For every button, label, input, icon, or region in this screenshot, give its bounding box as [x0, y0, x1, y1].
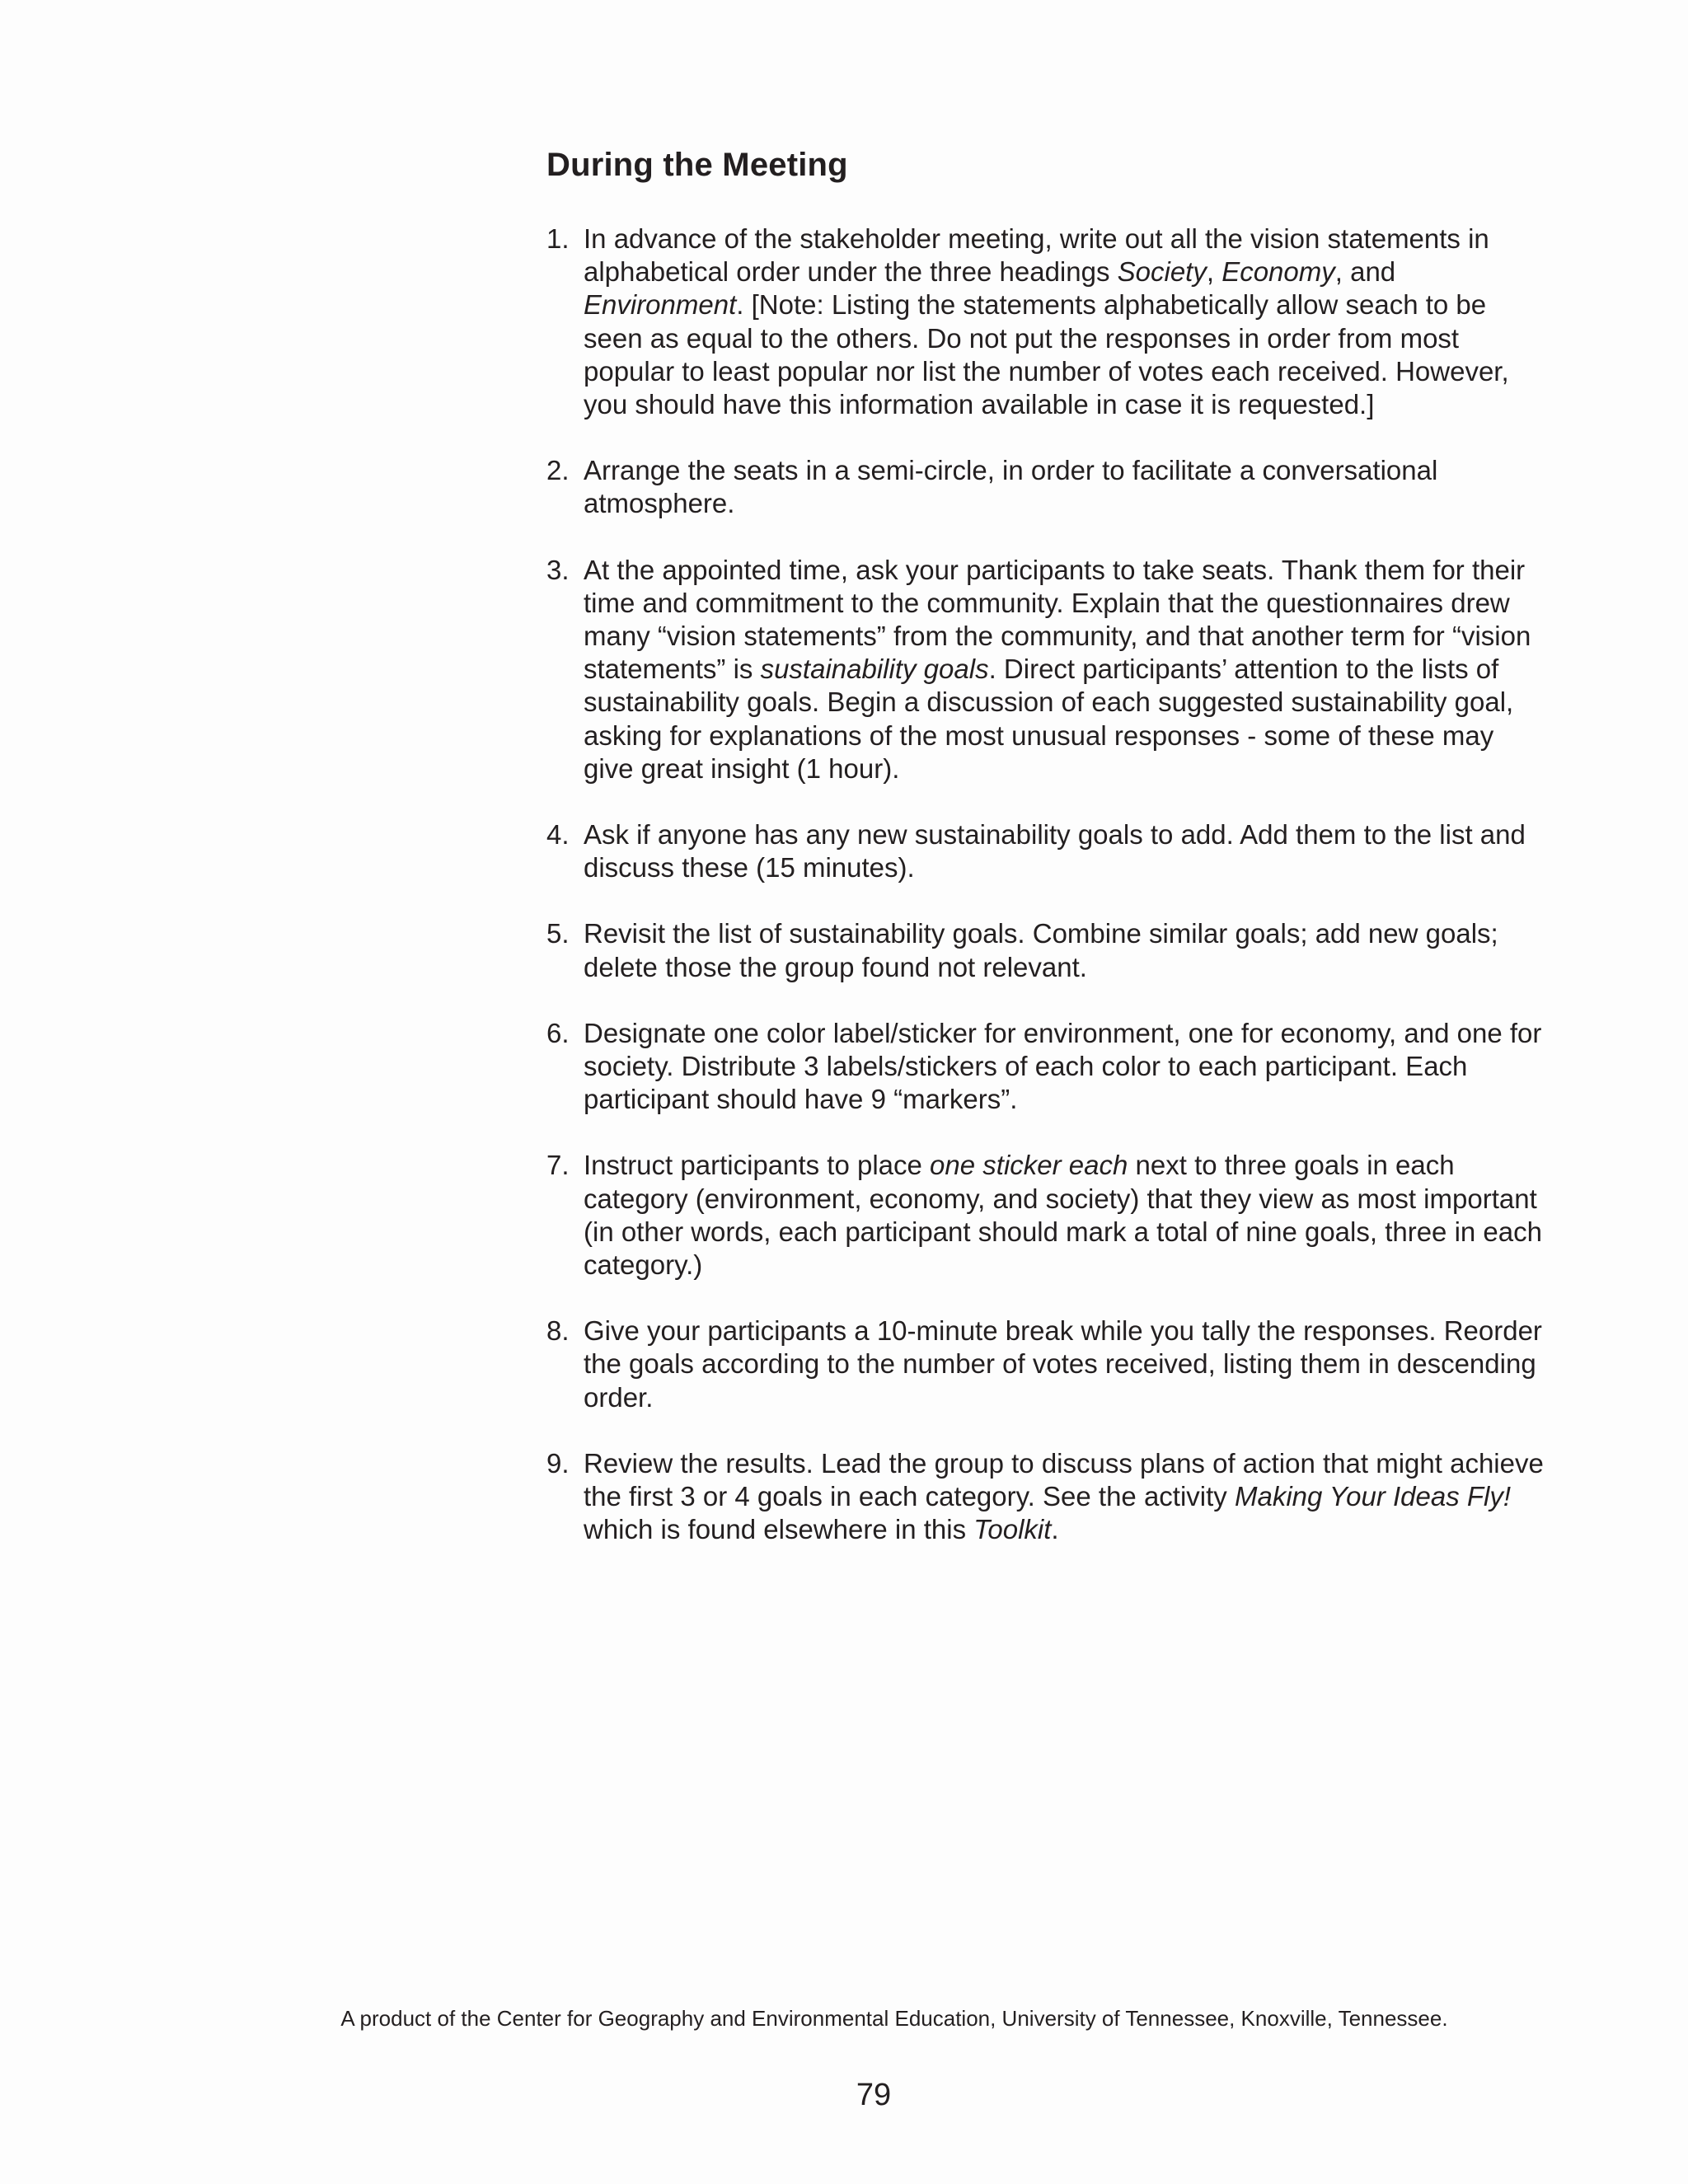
step-text [584, 1150, 1542, 1280]
step-text-run: Designate one color label/sticker for environment, one for economy, and one for society. Distribute 3 labels/stickers of each color to each participant. Each participant should have 9 “markers”. [584, 1017, 1542, 1115]
step-text-run: Give your participants a 10-minute break while you tally the responses. Reorder the goals according to the number of votes received, listing them in descending order. [584, 1315, 1542, 1413]
step-text [584, 1018, 1541, 1114]
step-text-run: , [1206, 256, 1222, 288]
step-number: 4. [546, 819, 570, 851]
step-text-run: Ask if anyone has any new sustainability goals to add. Add them to the list and discuss these (15 minutes). [584, 819, 1526, 883]
step-text [584, 555, 1531, 784]
step-item [546, 554, 1548, 785]
step-number: 2. [546, 455, 570, 486]
step-text-italic: Making Your Ideas Fly! [1234, 1481, 1512, 1512]
step-text-run: . [1051, 1514, 1059, 1545]
step-text-italic: Economy [1221, 256, 1335, 288]
step-number: 6. [546, 1017, 570, 1048]
step-number: 8. [546, 1315, 570, 1347]
step-number: 5. [546, 918, 570, 949]
step-text-run: . [Note: Listing the statements alphabetically allow seach to be seen as equal to the others. Do not put the responses in order from most popular to least popular nor list the number of votes each received. However, you should have this information available in case it is requested.] [584, 289, 1509, 420]
step-text-run: which is found elsewhere in this [584, 1514, 974, 1545]
step-text-italic: Environment [584, 289, 737, 321]
step-text-run: Revisit the list of sustainability goals. Combine similar goals; add new goals; delete those the group found not relevant. [584, 918, 1498, 982]
step-text-run: At the appointed time, ask your participants to take seats. Thank them for their time and commitment to the community. Explain that the questionnaires drew many “vision statements” from the community, and that another term for “vision statements” is [584, 554, 1531, 685]
step-text-run: . Direct participants’ attention to the lists of sustainability goals. Begin a discussion of each suggested sustainability goal, asking for explanations of the most unusual responses - some of these may give great insight (1 hour). [584, 654, 1514, 784]
step-text-run: , and [1334, 256, 1396, 288]
step-text-italic: sustainability goals [760, 654, 989, 685]
step-text [584, 1448, 1544, 1544]
step-text-run: next to three goals in each category (environment, economy, and society) that they view as most important (in other words, each participant should mark a total of nine goals, three in each category.) [584, 1150, 1542, 1281]
step-item [546, 1149, 1548, 1282]
step-text [584, 223, 1509, 419]
step-item [546, 454, 1548, 520]
step-number: 3. [546, 554, 570, 585]
step-text-italic: Toolkit [973, 1514, 1052, 1545]
step-text-run: Review the results. Lead the group to discuss plans of action that might achieve the first 3 or 4 goals in each category. See the activity [584, 1447, 1544, 1512]
step-text [584, 1315, 1542, 1412]
step-text [584, 455, 1437, 518]
step-item [546, 1315, 1548, 1414]
step-number: 7. [546, 1150, 570, 1181]
step-text-italic: Society [1117, 256, 1207, 288]
step-text-run: In advance of the stakeholder meeting, write out all the vision statements in alphabetical order under the three headings [584, 223, 1489, 288]
steps-list [546, 223, 1548, 1547]
step-text [584, 819, 1526, 883]
step-number: 1. [546, 223, 570, 254]
step-text-italic: one sticker each [930, 1150, 1128, 1181]
step-item [546, 818, 1548, 884]
step-item [546, 1447, 1548, 1547]
step-item [546, 917, 1548, 983]
page-number: 79 [856, 2078, 892, 2112]
step-item [546, 223, 1548, 421]
step-text [584, 918, 1498, 982]
footer-credit: A product of the Center for Geography and Environmental Education, University of Tennessee, Knoxville, Tennessee. [340, 2006, 1448, 2031]
main-content [546, 140, 1548, 1580]
step-number: 9. [546, 1447, 570, 1479]
step-item [546, 1017, 1548, 1117]
step-text-run: Instruct participants to place [584, 1150, 931, 1181]
step-text-run: Arrange the seats in a semi-circle, in order to facilitate a conversational atmosphere. [584, 455, 1438, 519]
section-heading: During the Meeting [546, 147, 848, 183]
